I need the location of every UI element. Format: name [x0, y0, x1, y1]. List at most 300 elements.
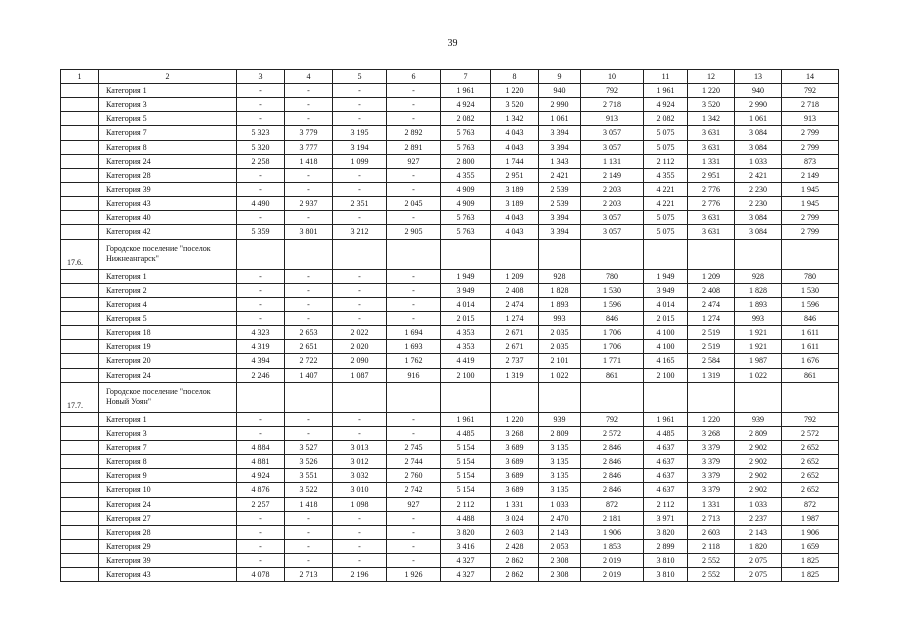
row-index	[61, 497, 99, 511]
value-cell: 928	[735, 269, 782, 283]
value-cell: 3 522	[285, 483, 333, 497]
value-cell: 2 892	[387, 126, 441, 140]
row-index	[61, 98, 99, 112]
header-cell: 5	[333, 70, 387, 84]
table-row	[61, 182, 839, 196]
header-cell: 9	[539, 70, 581, 84]
value-cell: 4 355	[644, 168, 688, 182]
value-cell: 1 061	[735, 112, 782, 126]
value-cell: 2 846	[581, 440, 644, 454]
value-cell: 1 596	[581, 297, 644, 311]
value-cell: -	[285, 168, 333, 182]
header-cell: 6	[387, 70, 441, 84]
value-cell: -	[237, 84, 285, 98]
value-cell: 2 902	[735, 469, 782, 483]
value-cell: 3 135	[539, 469, 581, 483]
value-cell: 4 485	[441, 426, 491, 440]
value-cell: 4 419	[441, 354, 491, 368]
row-name: Категория 1	[99, 84, 237, 98]
value-cell: 4 100	[644, 340, 688, 354]
value-cell: -	[237, 168, 285, 182]
value-cell: 2 760	[387, 469, 441, 483]
value-cell: 2 082	[441, 112, 491, 126]
value-cell: 1 694	[387, 326, 441, 340]
value-cell	[539, 239, 581, 269]
value-cell: -	[333, 311, 387, 325]
row-index	[61, 211, 99, 225]
row-index	[61, 511, 99, 525]
header-cell: 13	[735, 70, 782, 84]
value-cell: 2 776	[688, 197, 735, 211]
row-index	[61, 84, 99, 98]
value-cell: 2 799	[782, 140, 839, 154]
value-cell: -	[237, 269, 285, 283]
value-cell: 2 809	[735, 426, 782, 440]
value-cell: 2 722	[285, 354, 333, 368]
value-cell: 3 194	[333, 140, 387, 154]
value-cell: 4 327	[441, 568, 491, 582]
value-cell: 4 327	[441, 554, 491, 568]
value-cell: 2 351	[333, 197, 387, 211]
value-cell: 1 820	[735, 539, 782, 553]
value-cell: 2 470	[539, 511, 581, 525]
value-cell: 1 949	[441, 269, 491, 283]
value-cell: 2 671	[491, 340, 539, 354]
value-cell: 2 862	[491, 554, 539, 568]
value-cell: 4 884	[237, 440, 285, 454]
value-cell: 3 084	[735, 225, 782, 239]
value-cell: 993	[735, 311, 782, 325]
value-cell: 2 246	[237, 368, 285, 382]
value-cell: -	[237, 412, 285, 426]
value-cell: 2 891	[387, 140, 441, 154]
page-number: 39	[447, 38, 458, 49]
value-cell: 792	[782, 84, 839, 98]
value-cell: -	[333, 112, 387, 126]
row-name: Категория 24	[99, 154, 237, 168]
value-cell: 2 990	[539, 98, 581, 112]
value-cell: 2 045	[387, 197, 441, 211]
value-cell: -	[333, 412, 387, 426]
row-index	[61, 340, 99, 354]
value-cell: 1 099	[333, 154, 387, 168]
row-index	[61, 455, 99, 469]
value-cell: 2 408	[491, 283, 539, 297]
value-cell: 2 951	[688, 168, 735, 182]
value-cell: 2 230	[735, 182, 782, 196]
value-cell: 1 209	[491, 269, 539, 283]
value-cell: 1 331	[491, 497, 539, 511]
value-cell: 2 020	[333, 340, 387, 354]
value-cell: 4 043	[491, 225, 539, 239]
value-cell: -	[387, 182, 441, 196]
value-cell: 3 689	[491, 455, 539, 469]
value-cell: 4 014	[441, 297, 491, 311]
value-cell: -	[387, 426, 441, 440]
value-cell: 927	[387, 154, 441, 168]
row-name: Категория 28	[99, 525, 237, 539]
row-name: Категория 3	[99, 426, 237, 440]
value-cell: -	[237, 426, 285, 440]
row-name: Категория 1	[99, 412, 237, 426]
value-cell: 4 043	[491, 211, 539, 225]
row-name: Категория 43	[99, 568, 237, 582]
value-cell: 2 112	[644, 497, 688, 511]
table-row	[61, 469, 839, 483]
value-cell: 2 519	[688, 326, 735, 340]
value-cell: 4 485	[644, 426, 688, 440]
value-cell: -	[333, 539, 387, 553]
table-row	[61, 539, 839, 553]
value-cell: 2 257	[237, 497, 285, 511]
header-cell: 8	[491, 70, 539, 84]
value-cell: 2 809	[539, 426, 581, 440]
value-cell: -	[333, 297, 387, 311]
table-row	[61, 412, 839, 426]
value-cell: 1 022	[539, 368, 581, 382]
row-index	[61, 354, 99, 368]
row-name: Категория 7	[99, 440, 237, 454]
value-cell: 1 926	[387, 568, 441, 582]
table-row	[61, 269, 839, 283]
value-cell: 3 689	[491, 483, 539, 497]
value-cell: -	[237, 182, 285, 196]
value-cell: 2 776	[688, 182, 735, 196]
value-cell: 3 379	[688, 455, 735, 469]
table-row	[61, 568, 839, 582]
value-cell: -	[285, 412, 333, 426]
table-row	[61, 340, 839, 354]
value-cell: -	[387, 511, 441, 525]
value-cell: 3 268	[688, 426, 735, 440]
row-index	[61, 539, 99, 553]
value-cell: 1 762	[387, 354, 441, 368]
value-cell: 2 799	[782, 211, 839, 225]
value-cell: 3 949	[644, 283, 688, 297]
value-cell: 792	[581, 412, 644, 426]
value-cell: 2 308	[539, 554, 581, 568]
value-cell: 1 418	[285, 497, 333, 511]
value-cell: 1 961	[441, 412, 491, 426]
value-cell: -	[333, 84, 387, 98]
value-cell: 2 308	[539, 568, 581, 582]
table-row	[61, 98, 839, 112]
row-name: Категория 24	[99, 497, 237, 511]
value-cell: -	[387, 539, 441, 553]
value-cell: -	[333, 525, 387, 539]
value-cell: 3 010	[333, 483, 387, 497]
value-cell: 4 353	[441, 340, 491, 354]
value-cell: 2 203	[581, 182, 644, 196]
value-cell: 2 800	[441, 154, 491, 168]
value-cell: 2 745	[387, 440, 441, 454]
table-row	[61, 225, 839, 239]
row-name: Категория 9	[99, 469, 237, 483]
value-cell: -	[285, 554, 333, 568]
value-cell: 5 075	[644, 126, 688, 140]
value-cell: 3 810	[644, 554, 688, 568]
value-cell: 2 653	[285, 326, 333, 340]
row-index	[61, 126, 99, 140]
value-cell: 1 274	[688, 311, 735, 325]
value-cell: 4 165	[644, 354, 688, 368]
value-cell: 1 825	[782, 568, 839, 582]
value-cell: 4 014	[644, 297, 688, 311]
value-cell: 1 771	[581, 354, 644, 368]
value-cell: 2 799	[782, 126, 839, 140]
row-index	[61, 412, 99, 426]
value-cell: 2 181	[581, 511, 644, 525]
value-cell: 792	[782, 412, 839, 426]
value-cell: -	[285, 311, 333, 325]
value-cell: 2 421	[539, 168, 581, 182]
value-cell: 4 078	[237, 568, 285, 582]
value-cell: 2 742	[387, 483, 441, 497]
value-cell: 3 135	[539, 483, 581, 497]
value-cell: 1 828	[735, 283, 782, 297]
value-cell: 3 135	[539, 440, 581, 454]
row-index	[61, 525, 99, 539]
value-cell: 939	[539, 412, 581, 426]
value-cell: -	[285, 539, 333, 553]
row-name: Категория 4	[99, 297, 237, 311]
table-row	[61, 525, 839, 539]
value-cell	[782, 382, 839, 412]
value-cell: 2 022	[333, 326, 387, 340]
value-cell: 2 951	[491, 168, 539, 182]
table-row	[61, 297, 839, 311]
value-cell: -	[387, 283, 441, 297]
value-cell: 3 631	[688, 126, 735, 140]
row-index: 17.6.	[61, 239, 99, 269]
value-cell: 1 530	[782, 283, 839, 297]
value-cell: 3 520	[491, 98, 539, 112]
value-cell: 2 671	[491, 326, 539, 340]
value-cell: 1 209	[688, 269, 735, 283]
value-cell: 4 909	[441, 197, 491, 211]
row-index	[61, 297, 99, 311]
value-cell: -	[387, 98, 441, 112]
value-cell	[237, 239, 285, 269]
value-cell: 3 416	[441, 539, 491, 553]
value-cell: 2 101	[539, 354, 581, 368]
row-index: 17.7.	[61, 382, 99, 412]
value-cell: 3 057	[581, 211, 644, 225]
value-cell: 5 154	[441, 455, 491, 469]
row-name: Городское поселение "поселок Нижнеангарск"	[99, 239, 237, 269]
value-cell: 846	[782, 311, 839, 325]
value-cell: 913	[581, 112, 644, 126]
value-cell: -	[387, 168, 441, 182]
value-cell: 5 323	[237, 126, 285, 140]
value-cell: 2 799	[782, 225, 839, 239]
value-cell: 2 603	[491, 525, 539, 539]
value-cell: 4 924	[644, 98, 688, 112]
table-row	[61, 84, 839, 98]
tariff-table	[60, 69, 839, 582]
value-cell: 2 053	[539, 539, 581, 553]
value-cell: 792	[581, 84, 644, 98]
value-cell: -	[387, 412, 441, 426]
value-cell: 2 035	[539, 326, 581, 340]
value-cell: 3 631	[688, 140, 735, 154]
value-cell: 2 421	[735, 168, 782, 182]
value-cell	[735, 239, 782, 269]
value-cell: -	[333, 98, 387, 112]
value-cell: 2 572	[782, 426, 839, 440]
value-cell: 4 876	[237, 483, 285, 497]
header-cell: 7	[441, 70, 491, 84]
value-cell: 1 530	[581, 283, 644, 297]
table-row	[61, 154, 839, 168]
value-cell: 2 846	[581, 483, 644, 497]
value-cell: 1 033	[539, 497, 581, 511]
value-cell: 1 087	[333, 368, 387, 382]
value-cell: 3 689	[491, 469, 539, 483]
value-cell	[387, 239, 441, 269]
row-name: Категория 7	[99, 126, 237, 140]
value-cell: 2 203	[581, 197, 644, 211]
value-cell: -	[285, 182, 333, 196]
value-cell: 2 082	[644, 112, 688, 126]
value-cell: 4 043	[491, 140, 539, 154]
value-cell: 1 961	[644, 84, 688, 98]
value-cell: 2 539	[539, 182, 581, 196]
value-cell: 1 343	[539, 154, 581, 168]
header-cell: 3	[237, 70, 285, 84]
value-cell: 2 143	[539, 525, 581, 539]
value-cell: 1 893	[539, 297, 581, 311]
value-cell: 5 763	[441, 126, 491, 140]
value-cell: -	[387, 554, 441, 568]
row-name: Категория 5	[99, 112, 237, 126]
row-name: Категория 20	[99, 354, 237, 368]
value-cell: -	[285, 297, 333, 311]
value-cell: 780	[782, 269, 839, 283]
value-cell: 5 763	[441, 211, 491, 225]
value-cell: 3 189	[491, 182, 539, 196]
value-cell: -	[237, 112, 285, 126]
value-cell: 1 220	[491, 412, 539, 426]
value-cell: 5 359	[237, 225, 285, 239]
row-index	[61, 554, 99, 568]
table-row	[61, 511, 839, 525]
value-cell: 913	[782, 112, 839, 126]
value-cell: 1 987	[735, 354, 782, 368]
value-cell: 1 706	[581, 340, 644, 354]
value-cell: 3 084	[735, 126, 782, 140]
value-cell: 2 015	[441, 311, 491, 325]
value-cell: 2 902	[735, 455, 782, 469]
settlement-row	[61, 239, 839, 269]
value-cell: 1 220	[491, 84, 539, 98]
value-cell	[581, 382, 644, 412]
value-cell: -	[237, 297, 285, 311]
table-row	[61, 554, 839, 568]
value-cell: 939	[735, 412, 782, 426]
value-cell: -	[333, 269, 387, 283]
value-cell: 2 474	[491, 297, 539, 311]
value-cell: 2 846	[581, 469, 644, 483]
value-cell: 3 527	[285, 440, 333, 454]
value-cell: 3 012	[333, 455, 387, 469]
value-cell: 3 779	[285, 126, 333, 140]
value-cell: 1 693	[387, 340, 441, 354]
row-index	[61, 368, 99, 382]
value-cell: 3 777	[285, 140, 333, 154]
value-cell: 1 893	[735, 297, 782, 311]
value-cell: 3 379	[688, 440, 735, 454]
header-cell: 4	[285, 70, 333, 84]
table-row	[61, 426, 839, 440]
settlement-row	[61, 382, 839, 412]
table-body	[61, 70, 839, 582]
row-name: Категория 27	[99, 511, 237, 525]
value-cell: -	[387, 84, 441, 98]
value-cell: 4 323	[237, 326, 285, 340]
row-name: Категория 2	[99, 283, 237, 297]
value-cell: -	[285, 112, 333, 126]
row-name: Категория 8	[99, 140, 237, 154]
value-cell: 2 100	[441, 368, 491, 382]
value-cell: -	[237, 283, 285, 297]
row-index	[61, 182, 99, 196]
value-cell: 1 906	[581, 525, 644, 539]
value-cell: 780	[581, 269, 644, 283]
value-cell: 3 971	[644, 511, 688, 525]
header-cell: 12	[688, 70, 735, 84]
value-cell: 916	[387, 368, 441, 382]
value-cell: 4 221	[644, 197, 688, 211]
value-cell: 1 921	[735, 326, 782, 340]
value-cell: 1 921	[735, 340, 782, 354]
table-row	[61, 483, 839, 497]
value-cell	[285, 382, 333, 412]
value-cell: 940	[539, 84, 581, 98]
table-row	[61, 368, 839, 382]
row-index	[61, 440, 99, 454]
value-cell: -	[387, 211, 441, 225]
value-cell: 3 212	[333, 225, 387, 239]
value-cell: 2 718	[581, 98, 644, 112]
value-cell: 4 394	[237, 354, 285, 368]
value-cell: -	[237, 554, 285, 568]
value-cell: -	[237, 539, 285, 553]
value-cell: 2 015	[644, 311, 688, 325]
value-cell: -	[387, 297, 441, 311]
value-cell: 2 713	[688, 511, 735, 525]
value-cell: 3 013	[333, 440, 387, 454]
value-cell: 1 220	[688, 412, 735, 426]
value-cell: 2 143	[735, 525, 782, 539]
value-cell: 1 676	[782, 354, 839, 368]
value-cell: 1 596	[782, 297, 839, 311]
value-cell: 1 706	[581, 326, 644, 340]
value-cell: 1 418	[285, 154, 333, 168]
value-cell: 5 154	[441, 469, 491, 483]
value-cell	[441, 239, 491, 269]
value-cell: 3 631	[688, 211, 735, 225]
value-cell: 2 552	[688, 554, 735, 568]
value-cell: 2 652	[782, 483, 839, 497]
table-row	[61, 126, 839, 140]
value-cell: 3 801	[285, 225, 333, 239]
header-row	[61, 70, 839, 84]
value-cell: 2 652	[782, 440, 839, 454]
value-cell: 2 258	[237, 154, 285, 168]
value-cell: 2 075	[735, 568, 782, 582]
value-cell: 1 033	[735, 497, 782, 511]
